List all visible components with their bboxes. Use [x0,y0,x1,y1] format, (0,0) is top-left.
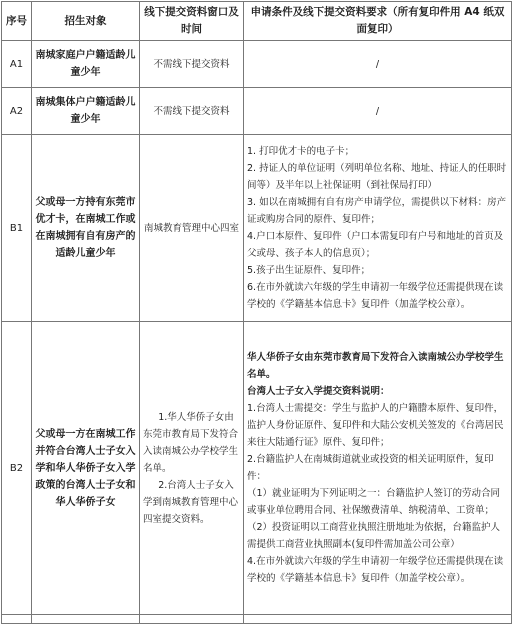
table-row-cutoff [2,615,512,624]
row-target: 南城家庭户户籍适龄儿童少年 [32,41,140,88]
cutoff-cell [2,615,32,624]
row-window: 不需线下提交资料 [140,88,244,135]
row-target: 南城集体户户籍适龄儿童少年 [32,88,140,135]
window-line: 1.华人华侨子女由东莞市教育局下发符合入读南城公办学校学生名单。 [143,411,239,474]
requirement-line: 2.台籍监护人在南城街道就业或投资的相关证明原件，复印件： [247,454,494,482]
table-header-row [2,2,512,41]
row-requirements: / [244,41,512,88]
requirement-line: 4.在市外就读六年级的学生申请初一年级学位还需提供现在读学校的《学籍基本信息卡》复印件（加盖学校公章）。 [247,556,504,584]
cutoff-cell [140,615,244,624]
header-target: 招生对象 [32,2,140,41]
table-row [2,322,512,615]
requirement-line: 4.户口本原件、复印件（户口本需复印有户号和地址的首页及父或母、孩子本人的信息页）； [247,231,504,259]
enrollment-table [1,1,512,624]
header-serial: 序号 [2,2,32,41]
row-code: B2 [2,322,32,615]
requirement-line: 台湾人士子女入学提交资料说明： [247,386,390,397]
cutoff-cell [244,615,512,624]
requirement-line: （2）投资证明以工商营业执照注册地址为依据，台籍监护人需提供工商营业执照副本(复印件需加盖公司公章） [247,522,501,550]
row-requirements [244,135,512,322]
row-window: 不需线下提交资料 [140,41,244,88]
requirement-line: 1. 打印优才卡的电子卡； [247,146,355,157]
requirement-line: 5.孩子出生证原件、复印件； [247,265,371,276]
row-target: 父或母一方在南城工作并符合台湾人士子女入学和华人华侨子女入学政策的台湾人士子女和华人华侨子女 [32,322,140,615]
header-requirements: 申请条件及线下提交资料要求（所有复印件用 A4 纸双面复印） [244,2,512,41]
window-line: 2.台湾人士子女入学到南城教育管理中心四室提交资料。 [143,479,239,525]
requirement-line: 3. 如以在南城拥有自有房产申请学位，需提供以下材料：房产证或购房合同的原件、复印件； [247,197,507,225]
table-row [2,41,512,88]
header-window: 线下提交资料窗口及时间 [140,2,244,41]
row-requirements [244,322,512,615]
requirement-line: 2. 持证人的单位证明（列明单位名称、地址、持证人的任职时间等）及半年以上社保证明（到社保局打印） [247,163,507,191]
requirement-line: （1）就业证明为下列证明之一：台籍监护人签订的劳动合同或事业单位聘用合同、社保缴费清单、纳税清单、工资单； [247,488,501,516]
requirement-line: 6.在市外就读六年级的学生申请初一年级学位还需提供现在读学校的《学籍基本信息卡》复印件（加盖学校公章）。 [247,282,504,310]
table-row [2,135,512,322]
row-window: 南城教育管理中心四室 [140,135,244,322]
row-code: A1 [2,41,32,88]
row-window [140,322,244,615]
row-target: 父或母一方持有东莞市优才卡，在南城工作或在南城拥有自有房产的适龄儿童少年 [32,135,140,322]
row-code: A2 [2,88,32,135]
table-row [2,88,512,135]
row-requirements: / [244,88,512,135]
requirement-line: 1.台湾人士需提交：学生与监护人的户籍謄本原件、复印件，监护人身份证原件、复印件和大陆公安机关签发的《台湾居民来往大陆通行证》原件、复印件； [247,403,504,448]
cutoff-cell [32,615,140,624]
row-code: B1 [2,135,32,322]
requirement-line: 华人华侨子女由东莞市教育局下发符合入读南城公办学校学生名单。 [247,352,504,380]
